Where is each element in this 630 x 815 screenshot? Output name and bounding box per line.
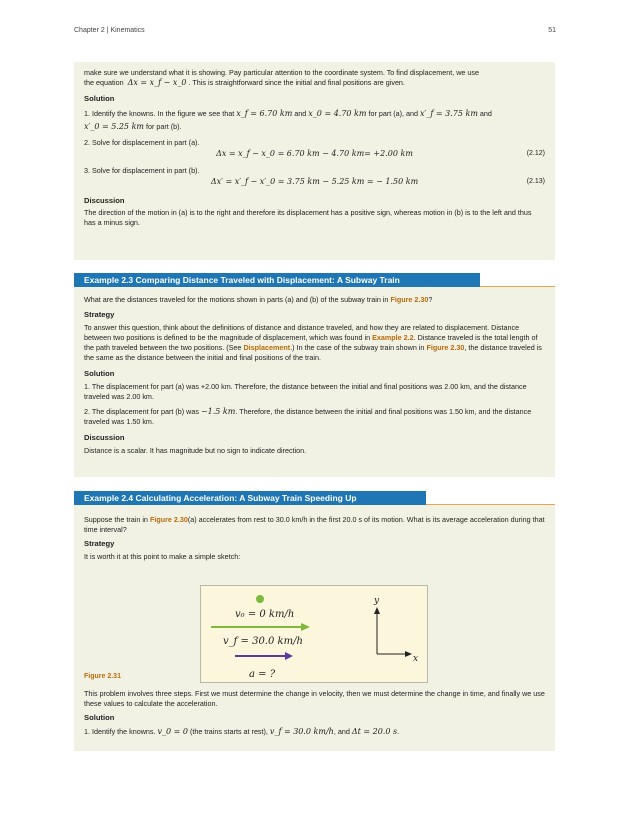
figure-2-31-label: Figure 2.31 <box>84 673 121 680</box>
solution-1: 1. The displacement for part (a) was +2.00 km. Therefore, the distance between the initial and final positions was 2.00 km, and the distance traveled was 2.00 km. <box>84 382 527 401</box>
chapter-title: Chapter 2 | Kinematics <box>74 27 145 34</box>
step-2: 2. Solve for displacement in part (a). <box>84 138 200 147</box>
steps-paragraph: This problem involves three steps. First we must determine the change in velocity, then we must determine the change in time, and finally we use these values to calculate the acceleration. <box>84 689 545 708</box>
intro-line-2: the equation Δx = x_f − x_0 . This is straightforward since the initial and final positions are given. <box>84 78 405 87</box>
example-2-3-title-bar <box>74 273 555 287</box>
strategy-text: To answer this question, think about the definitions of distance and distance traveled, and how they are related to displacement. Distance between two positions is defined to be the magnitude of displacement, which was found in Example 2.2. Distance traveled is the total length of the path traveled between the two positions. (See Displacement.) In the case of the subway train shown in Figure 2.30, the distance traveled is the same as the distance between the initial and final positions of the train. <box>84 323 542 362</box>
final-velocity-arrow-head <box>301 623 310 631</box>
example-2-3-question: What are the distances traveled for the motions shown in parts (a) and (b) of the subway train in Figure 2.30? <box>84 295 433 304</box>
displacement-link[interactable]: Displacement <box>243 343 291 352</box>
figure-2-30-link-2[interactable]: Figure 2.30 <box>426 343 465 352</box>
step-1: 1. Identify the knowns. In the figure we see that x_f = 6.70 km and x_0 = 4.70 km for part (a), and x′_f = 3.75 km and x′_0 = 5.25 km for part (b). <box>84 109 492 131</box>
solution-1: 1. Identify the knowns. v_0 = 0 (the trains starts at rest), v_f = 30.0 km/h, and Δt = 20.0 s. <box>84 727 400 736</box>
discussion-heading: Discussion <box>84 196 125 205</box>
example-2-2-link[interactable]: Example 2.2 <box>372 333 414 342</box>
example-2-4-box <box>74 505 555 751</box>
vf-label: v_f = 30.0 km/h <box>223 636 303 647</box>
equation-2-13: Δx′ = x′_f − x′_0 = 3.75 km − 5.25 km = − 1.50 km (2.13) <box>210 177 545 186</box>
velocity-sketch <box>201 586 427 682</box>
strategy-heading: Strategy <box>84 539 115 548</box>
x-axis-arrow <box>405 651 412 657</box>
example-2-4-title: Example 2.4 Calculating Acceleration: A Subway Train Speeding Up <box>74 491 426 505</box>
figure-2-30-link-3[interactable]: Figure 2.30 <box>149 515 188 524</box>
acceleration-label: a = ? <box>249 669 276 680</box>
page-number: 51 <box>548 27 556 34</box>
discussion-heading: Discussion <box>84 433 125 442</box>
initial-position-dot <box>256 595 264 603</box>
solution-heading: Solution <box>84 713 115 722</box>
page-header <box>74 27 556 34</box>
figure-2-30-link[interactable]: Figure 2.30 <box>390 295 429 304</box>
solution-heading: Solution <box>84 369 115 378</box>
y-axis-arrow <box>374 607 380 614</box>
solution-2: 2. The displacement for part (b) was −1.5 km. Therefore, the distance between the initial and final positions was 1.50 km, and the distance traveled was 1.50 km. <box>84 407 532 426</box>
y-axis-label: y <box>374 596 380 606</box>
strategy-heading: Strategy <box>84 310 115 319</box>
example-2-2-continued <box>74 62 555 260</box>
x-axis-label: x <box>413 654 419 664</box>
displacement-equation: Δx = x_f − x_0 <box>127 78 187 87</box>
example-2-4-title-bar <box>74 491 555 505</box>
example-2-3-box <box>74 287 555 477</box>
intro-line: make sure we understand what it is showing. Pay particular attention to the coordinate system. To find displacement, we use <box>84 68 479 77</box>
example-2-4-question: Suppose the train in Figure 2.30(a) accelerates from rest to 30.0 km/h in the first 20.0 s of its motion. What is its average acceleration during that time interval? <box>84 515 545 534</box>
example-2-3-title: Example 2.3 Comparing Distance Traveled with Displacement: A Subway Train <box>74 273 480 287</box>
discussion-text: Distance is a scalar. It has magnitude but no sign to indicate direction. <box>84 446 307 455</box>
v0-label: v₀ = 0 km/h <box>235 609 295 620</box>
figure-2-31-sketch <box>200 585 428 683</box>
acceleration-arrow-head <box>285 652 293 660</box>
equation-2-12: Δx = x_f − x_0 = 6.70 km − 4.70 km= +2.00 km (2.12) <box>216 149 545 158</box>
strategy-text: It is worth it at this point to make a simple sketch: <box>84 552 241 561</box>
step-3: 3. Solve for displacement in part (b). <box>84 166 200 175</box>
discussion-text: The direction of the motion in (a) is to the right and therefore its displacement has a positive sign, whereas motion in (b) is to the left and thus has a minus sign. <box>84 208 532 227</box>
solution-heading: Solution <box>84 94 115 103</box>
